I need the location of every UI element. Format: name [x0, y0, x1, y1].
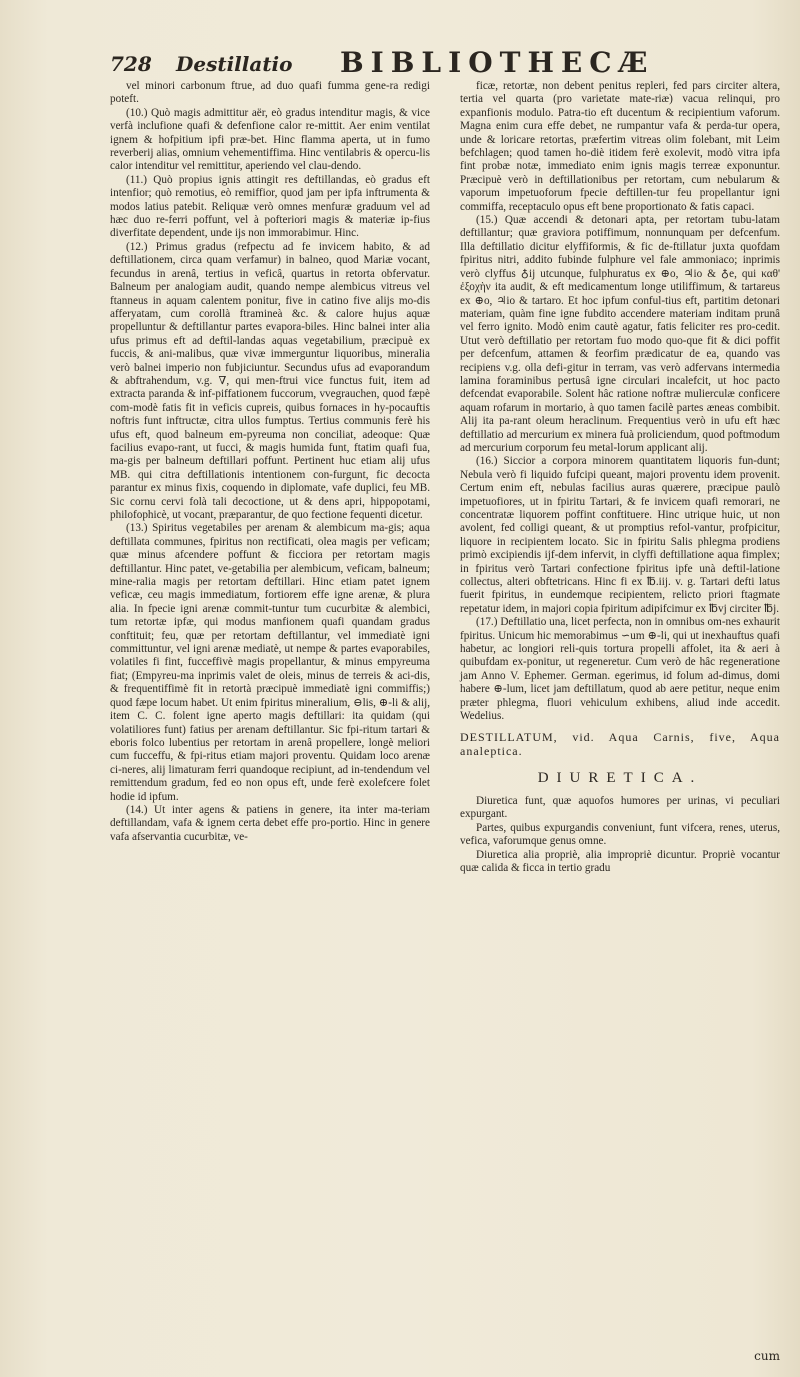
- running-title: BIBLIOTHECÆ: [340, 46, 655, 79]
- catchword: cum: [754, 1349, 780, 1363]
- paragraph: (15.) Quæ accendi & detonari apta, per retortam tubu-latam deftillantur; quæ graviora potiffimum, nonnunquam per defcenfum. Illa deftillatio dicitur elyffiformis, & fic de-ftillatur juxta quofdam fpiritus nitri, addito fubinde fulphure vel fale ammoniaco; inprimis verò clyffus ♁ij utcunque, fulphuratus ex ⊕o, ♃io & ♁e, qui καθ' ἐξοχὴν ita audit, & eft medicamentum longe utiliffimum, & tartareus ex ⊕o, ♃io & tartaro. Et hoc ipfum conful-tius eft, partitim detonari materiam, quàm fine igne fubdito accendere materiam inditam prunâ vel ferro ignito. Modò enim cautè agatur, fatis feliciter res pro-cedit. Utut verò deftillatio per retortam fuo modo quo-que fit & dici poffit per defcenfum, attamen & feorfim prædicatur de ea, quando vas recipiens v.g. olla defi-gitur in terram, vas verò adfervans intermedia lamina foraminibus pertusâ igne circulari incalefcit, ut hoc pacto defcendat evaporabile. Solent hâc ratione noftræ mulierculæ conficere aquam rofarum in mortario, à quo tamen facilè partes æneas combibit. Alij ita pa-rant oleum heraclinum. Frequentius verò in ufu eft hæc deftillatio ad mercurium ex minera fuà proliciendum, quod poftmodum ad mercurium corporum feu metal-lorum applicant alij.: [460, 214, 780, 454]
- paragraph: vel minori carbonum ftrue, ad duo quafi fumma gene-ra redigi poteft.: [110, 80, 430, 106]
- paragraph: Diuretica funt, quæ aquofos humores per urinas, vi peculiari expurgant.: [460, 794, 780, 821]
- paragraph: (13.) Spiritus vegetabiles per arenam & alembicum ma-gis; aqua deftillata communes, fpiritus non rectificati, olea magis per veficam; quæ minus afcendere poffunt & ficciora per retortam magis deftillantur. Hinc patet, ve-getabilia per alembicum, veficam, balneum; mine-ralia magis per retortam deftillari. Hinc etiam patet ignem veficæ, ceu magis immediatum, fortiorem effe igne arenæ, & plura alia. In fpecie igni arenæ commit-tuntur tum cucurbitæ & alembici, tum retortæ ipfæ, qui modus manfionem quafi quandam gradus conftituit; feu, quæ per retortam deftillantur, vel immediatè igni committuntur, vel igni arenæ mediatè, ut nempe & partes evaporabiles, volatiles fi fint, fucceffivè magis propellantur, & minus empyreuma fiat; (Empyreu-ma inprimis valet de oleis, minus de terreis & aci-dis, & frequentiffimè fit in retortà præcipuè immediatè igni commiffis;) quod fæpe locum habet. Ut enim fpiritus mineralium, ⊖lis, ⊕-li & alij, item C. C. folent igne aperto magis deftillari: ita quidam (qui volatiliores funt) fatius per arenam deftillantur. Sic fpi-ritum tartari & eboris folco lubentius per retortam in arenâ propellere, longè meliori cum fucceffu, & fpi-ritus etiam majori proventu. Quidam loco arenæ ci-neres, alij limaturam ferri quandoque recipiunt, ad in-tendendum vel remittendum gradum, fed eo non opus eft, unde ferè exolefcere folet hodie id ipfum.: [110, 522, 430, 803]
- paragraph: (14.) Ut inter agens & patiens in genere, ita inter ma-teriam deftillandam, vafa & ignem certa debet effe pro-portio. Hinc in genere vafa afservantia cucurbitæ, ve-: [110, 803, 430, 843]
- paragraph: (16.) Siccior a corpora minorem quantitatem liquoris fun-dunt; Nebula verò fi liquido fufcipi queant, majori proventu idem provenit. Certum enim eft, nebulas facilius auras quærere, præcipue paulò impetuofiores, ut in fpiritu Tartari, & fe invicem quafi remorari, ne concentratæ liquorem poffint conftituere. Hinc utrique huic, ut non avolent, fed colligi queant, & ut promptius refol-vantur, profpicitur, liquore in recipientem locato. Sic in fpiritu Salis phlegma prodiens primò excipiendis ijf-dem infervit, in clyffi deftillatione aqua fimplex; in fpiritus verò Tartari confectione fpiritus ipfe unà deftil-latione collectus, alteri obftetricans. Hinc fi ex ℔.iij. v. g. Tartari defti latus fuerit fpiritus, in eundemque recipientem, relicto priori ftagmate repetatur idem, in majori copia fpiritum adipifcimur ex ℔vj circiter ℔j.: [460, 455, 780, 615]
- entry-destillatum: DESTILLATUM, vid. Aqua Carnis, five, Aqua analeptica.: [460, 729, 780, 758]
- paragraph: (11.) Quò propius ignis attingit res deftillandas, eò gradus eft intenfior; quò remotius, eò remiffior, quod jam per ipfa inftrumenta & modos latius patebit. Reliquæ verò omnes menfuræ graduum vel ad hæc duo re-ferri poffunt, vel à pofteriori magis & materiæ ip-fius diverfitate dependent, unde ijs non immorabimur. Hinc.: [110, 173, 430, 240]
- page-header: [110, 44, 730, 84]
- section-title-diuretica: DIURETICA.: [537, 769, 703, 786]
- paragraph: (12.) Primus gradus (refpectu ad fe invicem habito, & ad deftillationem, circa quam verfamur) in balneo, quod Mariæ vocant, fecundus in arenâ, tertius in veficâ, quartus in retorta obfervatur. Balneum per analogiam audit, quando nempe alembicus vitreus vel ftanneus in aquam calentem ponitur, five in catino five alijs mo-dis afferyatam, cum corollà ftramineà &c. & calore hujus aquæ propelluntur & deftillantur partes evapora-biles. Hinc balnei inter alia ufus primus eft ad deftil-landas aquas vegetabilium, præcipuè ex fuccis, & ani-malibus, quæ vivæ immerguntur liquoribus, mineralia verò balnei imperio non fubjiciuntur. Secundus ufus ad evaporandum & abftrahendum, v.g. ∇, qui men-ftrui vice functus fuit, item ad extracta paranda & inf-piffationem fuccorum, vvegrauchen, quod fæpè com-modè fatis fit in veficis cupreis, quibus fornaces in hy-pocauftis noftris funt inftructæ, citra ullos fumptus. Tertius communis ferè his ufus eft, quod balneum em-pyreuma non conciliat, adeoque: Quæ facilius evapo-rant, ut fucci, & magis humida funt, ftatim quafi fua, ma-gis per balneum deftillari poffunt. Pertinent huc etiam alij ufus MB. qui citra deftillationis intentionem con-furgunt, fic decocta parantur ex minus fixis, coquendo in diplomate, vafe duplici, feu MB. Sic cornu cervi folà tali decoctione, ut & dens apri, hippopotami, philofophicè, ut vocant, præparantur, de quo fectione fequenti dicetur.: [110, 240, 430, 521]
- right-column: [460, 80, 780, 1350]
- paragraph: (10.) Quò magis admittitur aër, eò gradus intenditur magis, & vice verfà inclufione quafi & defenfione calor re-mittit. Aer enim ventilat ignem & hofpitium ipfi præ-bet. Hinc flamma aperta, ut in fumo reverberij alias, omnium vehementiffima. Hinc ventilabris & opercu-lis calor intenditur vel remittitur, aperiendo vel clau-dendo.: [110, 106, 430, 173]
- paragraph: Diuretica alia propriè, alia impropriè dicuntur. Propriè vocantur quæ calida & ficca in tertio gradu: [460, 848, 780, 874]
- left-column: [110, 80, 430, 1350]
- paragraph: Partes, quibus expurgandis conveniunt, funt vifcera, renes, uterus, vefica, vaforumque genus omne.: [460, 821, 780, 848]
- paragraph: (17.) Deftillatio una, licet perfecta, non in omnibus om-nes exhaurit fpiritus. Unicum hic memorabimus ∽um ⊕-li, qui ut inexhauftus quafi habetur, ac longiori reli-quis tortura propelli affolet, ita & aeri à quibufdam ex-ponitur, ut regeneretur. Cum verò de hâc regeneratione jam Anno V. Ephemer. German. egerimus, id folum ad-dimus, domi habere ⊕-lum, licet jam deftillatum, quod ab aere petitur, neque enim præter phlegma, fluori vehiculum exhibens, aliud inde accedit. Wedelius.: [460, 616, 780, 723]
- page-number: 728: [110, 52, 152, 76]
- paragraph: ficæ, retortæ, non debent penitus repleri, fed pars circiter altera, tertia vel quarta (pro varietate mate-riæ) vacua relinqui, pro expanfionis modulo. Patra-tio eft ducentum & recipientium vaforum. Magna enim cura effe debet, ne rumpantur vafa & perda-tur opera, unde & loricare retortas, præfertim vitreas olim folebant, mit Leim befchlagen; quod tamen ho-diè itidem ferè exolevit, modò vitra ipfa fint probæ notæ, immediato enim ignis magis terreæ exponuntur. Præcipuè verò in deftillationibus per retortam, cum nebularum & vaporum impetuoforum fpecie deftillen-tur feu propellantur igni commiffa, receptaculo opus eft bene proportionato & fatis capaci.: [460, 80, 780, 213]
- running-head: Destillatio: [176, 52, 293, 76]
